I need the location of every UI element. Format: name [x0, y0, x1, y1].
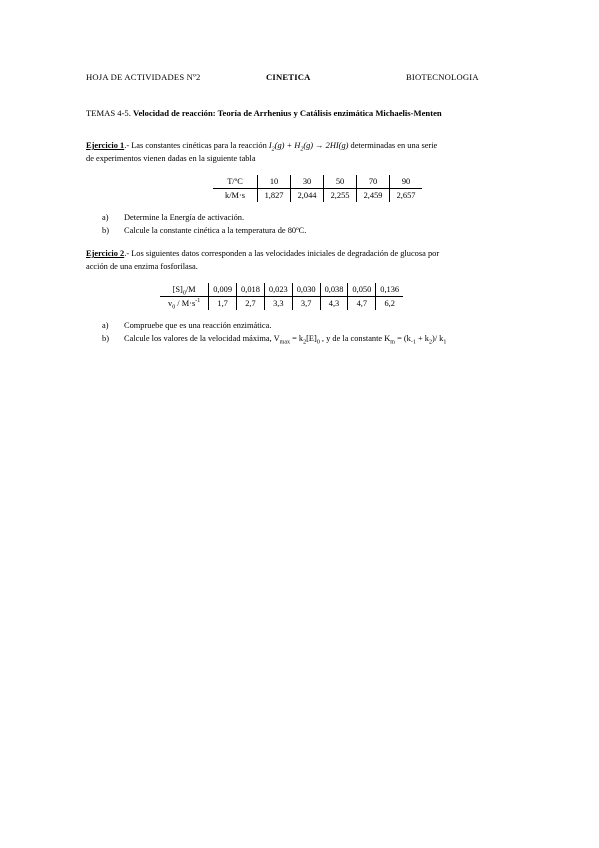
- ej2-table-row-vel: [160, 297, 403, 311]
- ej1-table-row-k: [213, 189, 422, 203]
- header-center: [266, 72, 311, 82]
- ej2-item-a-label: a): [102, 321, 109, 330]
- temas-title: Velocidad de reacción: Teoría de Arrhenius y Catálisis enzimática Michaelis-Menten: [133, 108, 442, 118]
- ej1-table-cell: 30: [291, 175, 324, 189]
- ej2-b-t6: )/ k: [431, 333, 444, 343]
- ej1-item-a-text: Determine la Energía de activación.: [124, 213, 245, 222]
- ej2-table-cell: 4,7: [348, 297, 376, 311]
- ej2-b-s0: max: [279, 339, 291, 346]
- ej2-table-cell: 0,136: [376, 283, 403, 297]
- ej2-table-cell: 2,7: [237, 297, 265, 311]
- ej2-table-cell: 0,038: [320, 283, 348, 297]
- ej2-item-a-text: Compruebe que es una reacción enzimática.: [124, 321, 272, 330]
- ej1-paragraph: [86, 140, 437, 165]
- ej2-table-row-conc: [160, 283, 403, 297]
- ej1-table-cell: 2,459: [357, 189, 390, 203]
- ej1-item-b-text: Calcule la constante cinética a la temperatura de 80ºC.: [124, 225, 307, 235]
- ej1-table-cell: 70: [357, 175, 390, 189]
- ej2-item-b: [102, 333, 446, 346]
- ej2-table-wrap: [160, 283, 403, 310]
- ej1-table: [213, 175, 422, 202]
- header-left: HOJA DE ACTIVIDADES Nº2: [86, 72, 201, 82]
- ej2-table-header-conc: [160, 283, 209, 297]
- ej1-text-b: determinadas en una serie: [348, 141, 438, 150]
- ej1-item-a-label: a): [102, 213, 109, 222]
- ej2-paragraph: [86, 248, 439, 273]
- ej1-reaction-c: (g) → 2HI(g): [303, 141, 349, 150]
- ej1-table-cell: 2,255: [324, 189, 357, 203]
- ej2-line2: acción de una enzima fosforilasa.: [86, 261, 198, 271]
- ej1-table-row-temp: [213, 175, 422, 189]
- ej2-b-s5: 2: [428, 339, 432, 346]
- ej1-line1: [86, 140, 437, 153]
- ej2-b-t5: + k: [415, 333, 429, 343]
- ej2-h2-sub: 0: [172, 304, 176, 311]
- ej2-table-cell: 0,009: [209, 283, 237, 297]
- ej2-b-s6: 1: [443, 339, 447, 346]
- header-right: BIOTECNOLOGIA: [406, 72, 479, 82]
- temas-line: [86, 108, 442, 118]
- ej2-line1: [86, 248, 439, 261]
- ej1-table-header-temp: T/ºC: [213, 175, 258, 189]
- ej1-reaction-b: (g) + H: [274, 141, 301, 150]
- ej2-label: Ejercicio 2: [86, 249, 125, 258]
- ej2-b-t2: [E]: [306, 333, 317, 343]
- ej1-reaction-a: I: [268, 141, 272, 150]
- ej2-table-cell: 0,050: [348, 283, 376, 297]
- ej2-h1-tail: /M: [185, 285, 196, 294]
- ej1-label: Ejercicio 1: [86, 141, 125, 150]
- ej2-item-b-text: [124, 333, 447, 346]
- ej2-b-s3: m: [390, 339, 395, 346]
- ej2-h2-main: v: [168, 299, 173, 308]
- ej1-table-cell: 50: [324, 175, 357, 189]
- ej2-table-cell: 4,3: [320, 297, 348, 311]
- ej2-text-a: .- Los siguientes datos corresponden a las velocidades iniciales de degradación de glucosa por: [124, 249, 440, 258]
- ej2-table-cell: 0,023: [264, 283, 292, 297]
- ej1-table-cell: 2,657: [390, 189, 423, 203]
- ej2-table-cell: 0,030: [292, 283, 320, 297]
- ej1-table-cell: 10: [258, 175, 291, 189]
- ej1-text-a: .- Las constantes cinéticas para la reacción: [124, 141, 269, 150]
- ej2-b-s4: -1: [410, 339, 416, 346]
- ej1-table-wrap: [213, 175, 422, 202]
- ej1-item-a: [102, 212, 306, 225]
- ej1-list: [102, 212, 306, 237]
- ej2-h1-main: [S]: [172, 285, 183, 294]
- ej2-b-s2: 0: [316, 339, 320, 346]
- ej1-item-b: [102, 225, 306, 238]
- temas-prefix: TEMAS 4-5.: [86, 108, 134, 118]
- ej2-h2-sup: -1: [195, 298, 201, 305]
- ej1-table-cell: 1,827: [258, 189, 291, 203]
- ej1-reaction: $I_2(g) + H_2(g) \to 2HI(g)$: [268, 141, 349, 153]
- ej2-b-t3: , y de la constante K: [319, 333, 391, 343]
- ej2-b-t1: = k: [290, 333, 304, 343]
- ej1-line2: de experimentos vienen dadas en la siguiente tabla: [86, 153, 256, 163]
- ej1-item-b-label: b): [102, 225, 109, 235]
- ej1-table-header-k: k/M·s: [225, 191, 246, 200]
- ej2-h1-sub: 0: [182, 290, 186, 297]
- ej2-table: [160, 283, 403, 310]
- ej2-b-t0: Calcule los valores de la velocidad máxima, V: [124, 333, 280, 343]
- ej2-table-cell: 1,7: [209, 297, 237, 311]
- ej2-table-header-vel: [160, 297, 209, 311]
- ej2-b-t4: = (k: [394, 333, 411, 343]
- ej2-table-cell: 6,2: [376, 297, 403, 311]
- ej2-item-a: [102, 320, 446, 333]
- ej2-table-cell: 3,3: [264, 297, 292, 311]
- ej2-table-cell: 0,018: [237, 283, 265, 297]
- ej2-h2-tail: / M·s: [175, 299, 196, 308]
- header-center-text: CINETICA: [266, 72, 311, 82]
- ej2-table-cell: 3,7: [292, 297, 320, 311]
- ej1-table-cell: 2,044: [291, 189, 324, 203]
- ej2-item-b-label: b): [102, 333, 109, 343]
- ej2-list: [102, 320, 446, 345]
- ej2-b-s1: 2: [303, 339, 307, 346]
- ej1-table-cell: 90: [390, 175, 423, 189]
